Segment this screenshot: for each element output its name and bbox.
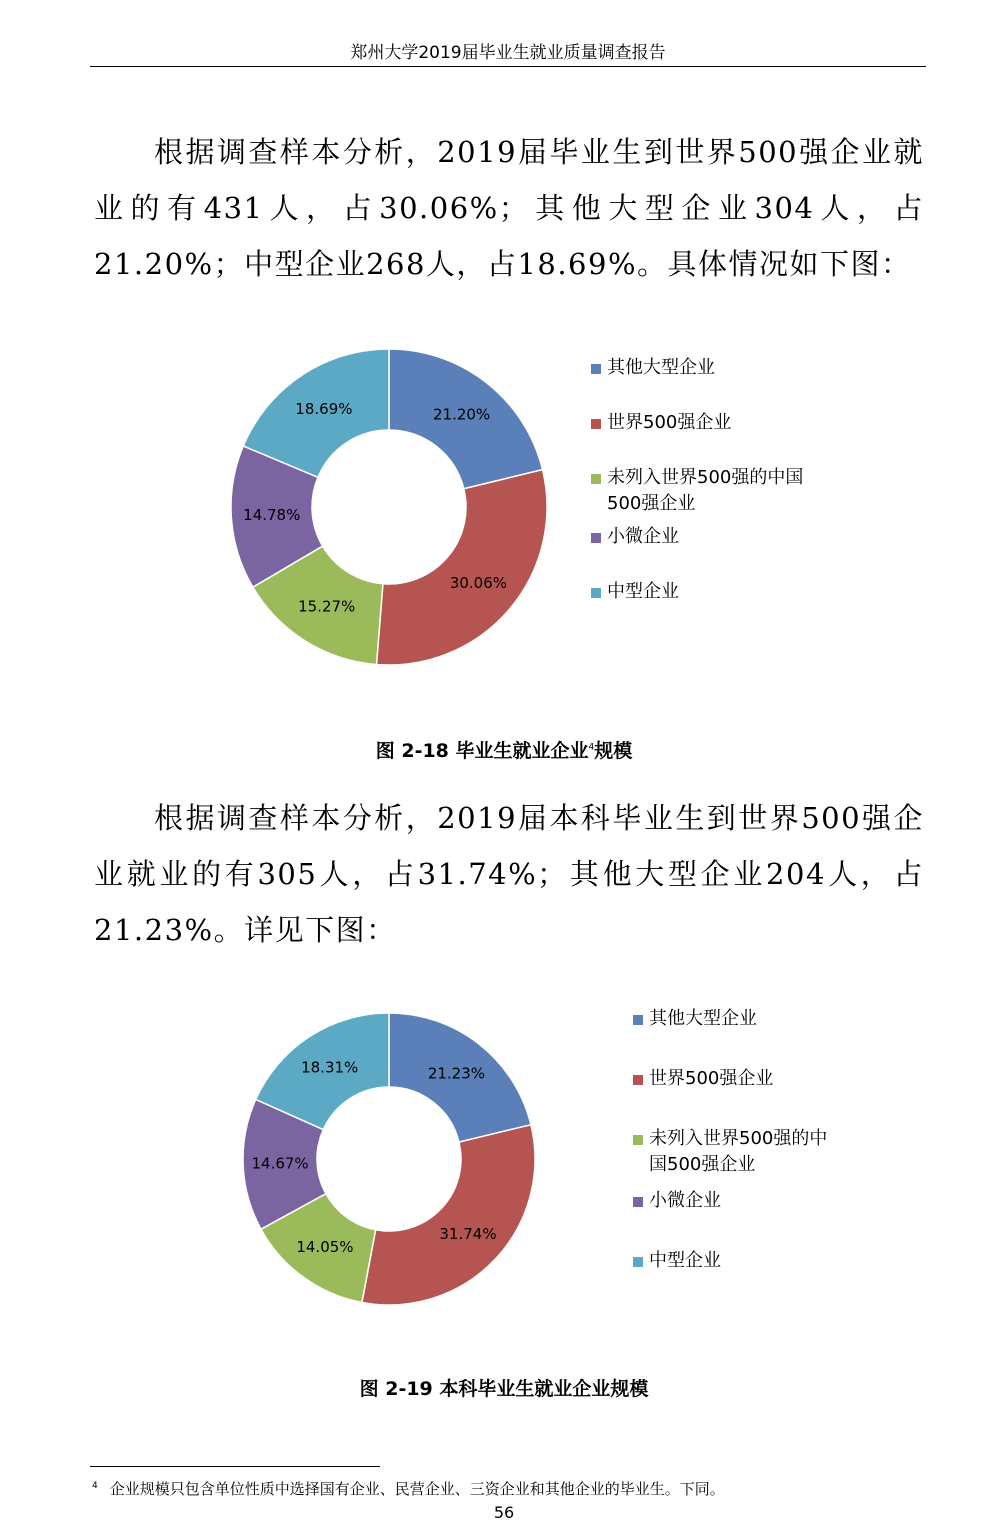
body-paragraph-1: 根据调查样本分析，2019届毕业生到世界500强企业就业的有431人，占30.06%；其他大型企业304人，占21.20%；中型企业268人，占18.69%。具体情况如下图： xyxy=(94,135,924,281)
footnote-marker: 4 xyxy=(92,1481,98,1491)
legend-swatch-4 xyxy=(633,1257,643,1267)
legend-swatch-1 xyxy=(591,419,601,429)
running-header: 郑州大学2019届毕业生就业质量调查报告 xyxy=(350,43,666,63)
legend-label-3: 小微企业 xyxy=(649,1190,721,1211)
slice-data-label-3: 14.78% xyxy=(243,505,301,524)
figure-caption-2-18-text: 图 2-18 毕业生就业企业 xyxy=(375,740,589,762)
legend-label-2: 未列入世界500强的中国 xyxy=(607,467,804,488)
legend-label-1: 世界500强企业 xyxy=(649,1068,774,1089)
page-number: 56 xyxy=(493,1503,515,1522)
legend-label-4: 中型企业 xyxy=(607,581,679,602)
slice-data-label-3: 14.67% xyxy=(251,1154,309,1173)
donut-chart-undergraduates xyxy=(0,995,1008,1325)
slice-data-label-2: 14.05% xyxy=(296,1238,354,1257)
legend-swatch-2 xyxy=(591,474,601,484)
body-paragraph-2: 根据调查样本分析，2019届本科毕业生到世界500强企业就业的有305人，占31.74%；其他大型企业204人，占21.23%。详见下图： xyxy=(94,801,924,947)
header-rule xyxy=(90,66,926,67)
legend-swatch-0 xyxy=(591,364,601,374)
footnote-rule xyxy=(90,1466,380,1467)
legend-swatch-4 xyxy=(591,588,601,598)
footnote-text: 企业规模只包含单位性质中选择国有企业、民营企业、三资企业和其他企业的毕业生。下同。 xyxy=(109,1480,725,1498)
legend-swatch-3 xyxy=(633,1197,643,1207)
legend-swatch-2 xyxy=(633,1135,643,1145)
legend-label-2: 未列入世界500强的中 xyxy=(649,1128,828,1149)
legend-label-4: 中型企业 xyxy=(649,1250,721,1271)
slice-data-label-4: 18.31% xyxy=(301,1058,359,1077)
legend-label-1: 世界500强企业 xyxy=(607,412,732,433)
footnote-ref-marker[interactable]: 4 xyxy=(588,742,595,753)
slice-data-label-0: 21.20% xyxy=(432,405,491,424)
legend-label-2-line-1: 500强企业 xyxy=(607,493,696,514)
donut-chart-graduates xyxy=(0,330,1008,680)
slice-data-label-0: 21.23% xyxy=(427,1064,486,1083)
legend-swatch-0 xyxy=(633,1015,643,1025)
footnote xyxy=(92,1478,972,1499)
legend-swatch-1 xyxy=(633,1075,643,1085)
slice-data-label-4: 18.69% xyxy=(295,400,353,419)
donut-slice-1 xyxy=(377,470,547,665)
slice-data-label-2: 15.27% xyxy=(298,597,356,616)
legend-label-3: 小微企业 xyxy=(607,526,679,547)
legend-swatch-3 xyxy=(591,533,601,543)
slice-data-label-1: 31.74% xyxy=(439,1225,497,1244)
figure-caption-2-18 xyxy=(0,736,1008,763)
figure-caption-2-18-tail: 规模 xyxy=(594,740,633,762)
legend-label-0: 其他大型企业 xyxy=(649,1008,757,1029)
figure-caption-2-19: 图 2-19 本科毕业生就业企业规模 xyxy=(359,1378,649,1400)
legend-label-0: 其他大型企业 xyxy=(607,357,715,378)
donut-slice-1 xyxy=(362,1125,535,1305)
slice-data-label-1: 30.06% xyxy=(449,574,508,593)
legend-label-2-line-1: 国500强企业 xyxy=(649,1154,756,1175)
